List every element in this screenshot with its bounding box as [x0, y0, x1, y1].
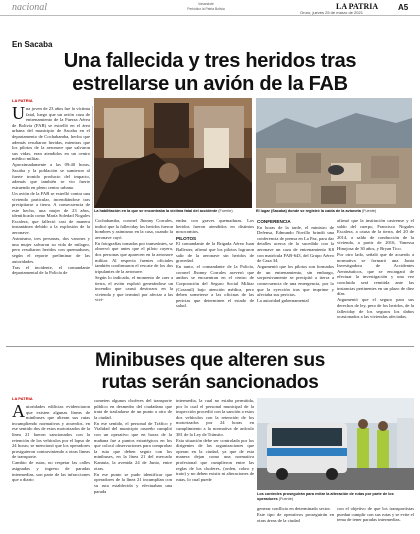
article1-photo-aerial [256, 98, 412, 208]
article1-col5-p3: Argumentó que el seguro para sus derechos de ley, pero de los heridos, de la falleciday de los seguros los daños ocasionados a las viviendas afectadas. [337, 297, 414, 320]
minibus-photo-image [257, 398, 414, 490]
article1-photo1-credit: (Fuente) [218, 209, 233, 213]
article1-col1-p1: na joven de 23 años fue la víctima fatal, luego que un avión caza de entrenamiento de la Fuerza Aérea de Bolivia (FAB) se estrelló en el área urbana del municipio de Sacaba en el departamento de Cochabamba, hecho que además resultaron heridas, mientras que los pilotos de la aeronave que salvaron sus vidas, eran atendidos en un centro médico militar. [12, 106, 90, 162]
article2-column-3 [176, 398, 254, 530]
article2-col1-p2: Cambio de rutas, no respetar las calles asignadas y ingreso de paradas intermedias, son parte de las infracciones que a diario [12, 460, 90, 483]
article2-col3-p2: Esta situación debe ser controlada por los dirigentes de las organizaciones que operan en la ciudad, ya que de esta manera dejan como una normativa profesional que cumplieron entre las reglas de los choferes, (orden, cobro y trato) y no deben existir ni alteraciones de rutas, lo cual puede [176, 437, 254, 482]
article2-photo3-caption [257, 492, 415, 501]
article2-col2-p2: En ese sentido, el personal de Tráfico y Vialidad del municipio orureño cumplió con un operativo que en horas de la mañana fue a puntos estratégicos en los que colocó observaciones para comprobar la ruta que deben seguir con los minibuses, en la línea 21 del mercado Kantuta, la avenida 24 de Junio, entre otras. [94, 420, 172, 471]
article1-photo2-credit: (Fuente) [361, 209, 377, 213]
article1-headline-line1: Una fallecida y tres heridos tras [63, 50, 357, 72]
article1-photo-house [94, 98, 252, 208]
article1-col3-p3: En tanto, el comandante de la Policía, coronel Jhonny Corrales aseveró que ambos se encuentran en el centro de Corporación del Seguro Social Militar (Cossmil) bajo atención médica, pero deben someterse a las oficinas de las pericias que determinen el estado de salud. [176, 264, 254, 309]
article1-column-4 [257, 218, 334, 343]
dateline: Oruro, jueves 25 de marzo de 2021 [300, 10, 363, 15]
article1-col3-subhead: PILOTOS [176, 235, 197, 241]
tagline-line2: Periódico la Patria Bolivia [187, 6, 225, 11]
article2-byline: LA PATRIA [12, 396, 33, 401]
page-header [0, 0, 420, 16]
article1-col5-p1: afirmó que la institución castrense y el saldo del cuerpo, Francisco Nogales Escalera, a causa de la tierra, del 20 de 2014, a saldo de conducción de la vivienda, a partir de 2016, Vanessa Hinojosa de 30 años, y Bryan Tico. [337, 218, 414, 251]
article1-col1-p4: Asimismo, tres personas, dos varones y una mujer salvaron su vida de milagro, pero resultaron heridos con quemaduras, según el reporte preliminar de las autoridades. [12, 236, 90, 264]
article1-column-3 [176, 218, 254, 309]
article2-col2-p1: cometen algunos choferes del transporte público en desmedro del ciudadano que trata de trasladarse de un punto a otro de la ciudad. [94, 398, 172, 420]
article1-col1-paragraph [12, 103, 90, 162]
article1-col4-p2: Argumentó que los pilotos son formados de un entrenamiento, sin embargo, sorpresivamente se precipitó a tierra a consecuencia de una emergencia, por lo que la eyección tras que imprime y afectaba sus pericias. [257, 264, 334, 298]
article1-col2-p3: Según lo indicado, el momento de caer a tierra, el avión explotó generándose un incendio que causó destrozos en la vivienda y que terminó por afectar a las vivi- [95, 274, 173, 303]
house-photo-image [94, 98, 252, 208]
article1-col1-p3: Un avión de la FAB se estrelló contra una vivienda particular, incendiándose tras precipitarse a tierra. A consecuencia de este hecho, una mujer de 23 años, identificada como María Soledad Nogales Escalera, que falleció casi de manera instantánea debido a la explosión de la aeronave. [12, 190, 90, 236]
article2-column-4 [257, 506, 334, 532]
article1-col2-p1: Cochabamba, coronel Jhonny Corrales, indicó que la falleciday los heridos fueron hombres y asimismo en la casa, cuando la aeronave cayó. [95, 218, 173, 240]
article2-col4-p1: generar conflicto en determinado sector. [257, 506, 331, 511]
article2-headline-line2: rutas serán sancionados [101, 372, 319, 393]
section-label: nacional [12, 2, 47, 13]
article1-column-1 [12, 103, 90, 336]
article1-headline-line2: estrellarse un avión de la FAB [72, 73, 348, 95]
article1-photo1-caption [94, 209, 254, 214]
article1-kicker: En Sacaba [12, 40, 53, 49]
tagline [176, 2, 236, 11]
drop-cap: A [12, 401, 25, 421]
article1-col4-p3: La autoridad gubernamental [257, 298, 309, 304]
article1-column-2 [95, 218, 173, 303]
article1-col1-p2: Aproximadamente a las 09:40 horas, Sacaba y la población se sumieron al fuerte tronido producto del impacto, además que también se vio fuerte estruendo en pleno centro urbano. [12, 162, 90, 190]
article2-col1-p1: utoridades edilicias evidenciaron que existen algunas líneas de minibuses que alteran sus rutas incumpliendo normativas y acuerdos, en ese sentido dos de estos motorizados de la línea 21 fueron sancionados con la retención de los vehículos por el lapso de 24 horas; se mencionó que los operadores prosiguieron contraviniendo a otras líneas de transporte. [12, 404, 90, 460]
article1-col3-p1: endas con graves quemaduras. Los heridos fueron atendidos en distintos nosocomios. [176, 218, 254, 235]
article2-column-1 [12, 401, 90, 530]
article1-headline [6, 50, 414, 96]
drop-cap: U [12, 103, 25, 123]
article1-col4-subhead: CONFERENCIA [257, 219, 291, 224]
aerial-photo-image [256, 98, 412, 208]
article1-photo2-caption [256, 209, 416, 214]
article2-column-5 [337, 506, 414, 532]
article2-photo-minibus [257, 398, 414, 490]
tagline-line1: Vanandote [198, 2, 214, 6]
article2-col1-paragraph [12, 401, 90, 460]
article2-col3-p1: intermedia, la cual no estaba permitida, por lo cual el personal municipal de la inspección procedió con la sanción a estos dos vehículos con la retención de los motorizados por 24 horas en cumplimiento a la normativa de artículo 381 de la Ley de Tránsito. [176, 398, 254, 437]
article1-photo1-caption-text: La habilitación en la que se encontraba la víctima fatal del accidente [94, 209, 218, 213]
article-divider [6, 346, 414, 347]
article2-col2-p3: En ese punto se pudo identificar que operadores de la línea 21 incumplían con su ruta establecida y efectuaban una parada [94, 471, 172, 494]
article2-headline-line1: Minibuses que alteren sus [94, 350, 326, 371]
article1-photo2-caption-text: El lugar (Sacaba) donde se registró la caída de la avioneta [256, 209, 361, 213]
article1-col3-p2: El comandante de la Brigada Aérea Juan Ballester, afirmó que los pilotos lograron salir de la aeronave sin heridos de gravedad. [176, 241, 254, 264]
newspaper-name: LA PATRIA [336, 2, 379, 11]
article2-col4-p2: Este tipo de operativos proseguirán en otras áreas de la ciudad [257, 512, 334, 523]
column-rule [92, 106, 93, 266]
article2-headline [6, 350, 414, 394]
article1-col5-p2: Por otro lado, señaló que de acuerdo a normativa se formará una Junta Investigadora de Accidentes Aeronáuticos, que se encargará de efectuar la investigación y una vez concluida será remitida ante las instancias pertinentes en un plazo de diez días. [337, 252, 414, 297]
article2-photo3-caption-text: Los controles proseguirán para evitar la alteración de rutas por parte de los operadores [257, 492, 394, 501]
article2-col5-p1: con el objetivo de que los transportistas puedan cumplir con sus rutas y se evite el tema de tener paradas intermedias. [337, 506, 414, 523]
article2-photo3-credit: (Fuente) [278, 496, 294, 501]
page-number: A5 [398, 3, 409, 12]
article1-column-5 [337, 218, 414, 343]
article1-col1-p5: Tras el incidente, el comandante departamental de la Policía de [12, 264, 90, 276]
article2-column-2 [94, 398, 172, 530]
article1-col2-p2: En fotografías tomadas por transeúntes, se observó que antes que el piloto cayera, dos personas que aparecen en la aeronave militar. Al respecto fuentes oficiales también confirmaron el rescate de los dos tripulantes de la aeronave. [95, 240, 173, 274]
article1-byline: LA PATRIA [12, 98, 33, 103]
article1-col4-p1: En horas de la tarde, el ministro de Defensa, Edmundo Novillo brindó una conferencia de prensa en La Paz, para dar detalles acerca de lo sucedido con la aeronave un caza de entrenamiento K8 con matrícula FAB-643, del Grupo Aéreo de Caza 34. [257, 224, 334, 264]
